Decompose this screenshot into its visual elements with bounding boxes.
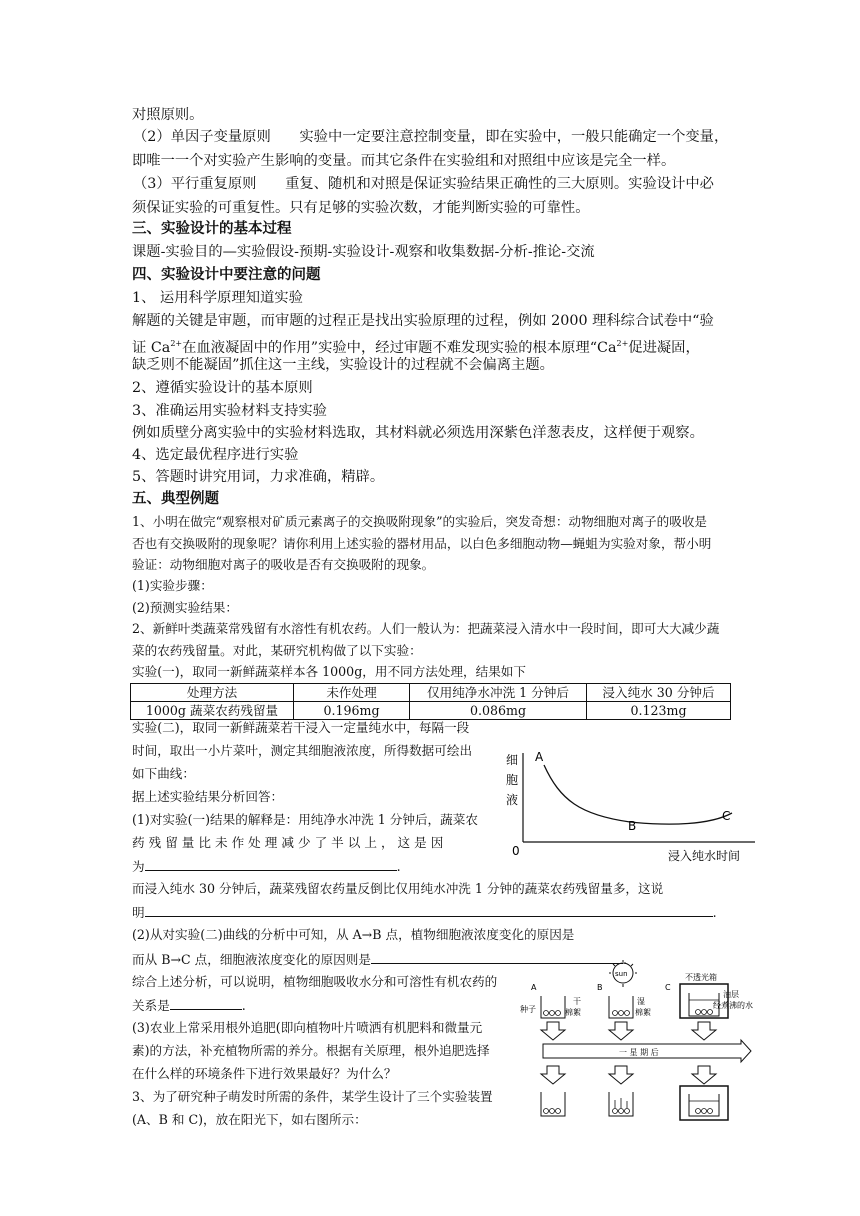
superscript: 2+	[616, 339, 629, 348]
text-line: (1)对实验(一)结果的解释是：用纯净水冲洗 1 分钟后，蔬菜农	[132, 812, 478, 827]
text-line: 5、答题时讲究用词，力求准确，精辟。	[132, 469, 385, 485]
text-span: .	[396, 859, 401, 874]
y-axis-label-char: 细	[506, 753, 519, 767]
concentration-curve-figure	[500, 745, 760, 865]
text-line: 综合上述分析，可以说明，植物细胞吸收水分和可溶性有机农药的	[132, 974, 498, 989]
table-row	[131, 702, 731, 720]
text-span: 在血液凝固中的作用”实验中，经过审题不难发现实验的根本原理“Ca	[182, 339, 617, 356]
text-line: 1、 运用科学原理知道实验	[132, 290, 303, 306]
wet-label: 湿	[637, 997, 645, 1006]
text-line: 实验(一)，取同一新鲜蔬菜样本各 1000g，用不同方法处理，结果如下	[132, 664, 526, 679]
sun-label: sun	[615, 970, 628, 978]
pesticide-table	[130, 683, 731, 720]
text-line: 如下曲线：	[132, 766, 195, 781]
text-line: (A、B 和 C)，放在阳光下，如右图所示：	[132, 1112, 367, 1127]
section-heading: 四、实验设计中要注意的问题	[132, 267, 321, 283]
table-header-cell: 处理方法	[131, 684, 294, 702]
label-b: B	[597, 983, 603, 992]
text-span: 而从 B→C 点，细胞液浓度变化的原因则是	[132, 952, 371, 967]
text-line	[132, 995, 246, 1016]
point-a-label: A	[535, 750, 544, 764]
text-line: (2)预测实验结果：	[132, 600, 238, 615]
table-cell: 0.196mg	[294, 702, 410, 720]
text-line: 对照原则。	[132, 107, 204, 123]
text-line: 菜的农药残留量。对此，某研究机构做了以下实验：	[132, 643, 422, 658]
text-line: 而浸入纯水 30 分钟后，蔬菜残留农药量反倒比仅用纯水冲洗 1 分钟的蔬菜农药残留量多，这说	[132, 881, 664, 896]
text-line: 在什么样的环境条件下进行效果最好？为什么？	[132, 1066, 397, 1081]
text-line	[132, 902, 717, 923]
table-header-cell: 浸入纯水 30 分钟后	[587, 684, 731, 702]
origin-label: 0	[512, 844, 520, 858]
text-line: 缺乏则不能凝固”抓住这一主线，实验设计的过程就不会偏离主题。	[132, 357, 554, 373]
text-line: 例如质壁分离实验中的实验材料选取，其材料就必须选用深紫色洋葱表皮，这样便于观察。	[132, 425, 704, 441]
text-line: （3）平行重复原则 重复、随机和对照是保证实验结果正确性的三大原则。实验设计中必	[133, 176, 714, 192]
table-cell: 0.086mg	[410, 702, 587, 720]
text-line: 解题的关键是审题，而审题的过程正是找出实验原理的过程，例如 2000 理科综合试卷中“验	[132, 313, 714, 329]
label-a: A	[531, 983, 537, 992]
text-span: 关系是	[132, 998, 170, 1013]
text-line: (2)从对实验(二)曲线的分析中可知，从 A→B 点，植物细胞液浓度变化的原因是	[132, 927, 575, 942]
text-line: 据上述实验结果分析回答：	[132, 789, 284, 804]
cotton-label: 棉絮	[635, 1008, 651, 1017]
text-span: 为	[132, 859, 145, 874]
text-span: 证 Ca	[132, 339, 171, 356]
section-heading: 三、实验设计的基本过程	[132, 221, 292, 237]
text-line: (3)农业上常采用根外追肥(即向植物叶片喷洒有机肥料和微量元	[132, 1020, 483, 1035]
oil-label: 油层	[723, 990, 739, 999]
text-line: 1、小明在做完“观察根对矿质元素离子的交换吸附现象”的实验后，突发奇想：动物细胞对离子的吸收是	[132, 514, 708, 529]
boiled-water-label: 经煮沸的水	[713, 1001, 753, 1010]
table-cell: 0.123mg	[587, 702, 731, 720]
text-line: 2、新鲜叶类蔬菜常残留有水溶性有机农药。人们一般认为：把蔬菜浸入清水中一段时间，即可大大减少蔬	[132, 621, 720, 636]
text-line: 药 残 留 量 比 未 作 处 理 减 少 了 半 以 上 ， 这 是 因	[132, 835, 444, 850]
text-line: 素)的方法，补充植物所需的养分。根据有关原理，根外追肥选择	[132, 1043, 490, 1058]
label-c: C	[665, 983, 671, 992]
x-axis-label: 浸入纯水时间	[668, 849, 741, 863]
text-line: 实验(二)，取同一新鲜蔬菜若干浸入一定量纯水中，每隔一段	[132, 720, 470, 735]
table-row	[131, 684, 731, 702]
text-line: (1)实验步骤：	[132, 578, 213, 593]
beaker-c-after	[689, 1094, 719, 1116]
y-axis-label-char: 胞	[506, 773, 519, 787]
text-span: .	[622, 952, 627, 967]
y-axis-label-char: 液	[506, 793, 519, 807]
text-line: 时间，取出一小片菜叶，测定其细胞液浓度，所得数据可绘出	[132, 743, 473, 758]
superscript: 2+	[170, 339, 183, 348]
text-line: 课题-实验目的—实验假设-预期-实验设计-观察和收集数据-分析-推论-交流	[132, 244, 595, 260]
dry-label: 干	[573, 997, 581, 1006]
answer-blank	[170, 995, 242, 1010]
table-header-cell: 未作处理	[294, 684, 410, 702]
box-label: 不透光箱	[685, 973, 717, 982]
text-line	[132, 856, 401, 877]
answer-blank	[145, 902, 713, 917]
text-line: 验证：动物细胞对离子的吸收是否有交换吸附的现象。	[132, 557, 435, 572]
table-header-cell: 仅用纯净水冲洗 1 分钟后	[410, 684, 587, 702]
concentration-curve	[544, 765, 732, 824]
text-line: 即唯一一个对实验产生影响的变量。而其它条件在实验组和对照组中应该是完全一样。	[132, 153, 676, 169]
text-line: 须保证实验的可重复性。只有足够的实验次数，才能判断实验的可靠性。	[132, 200, 590, 216]
text-line: 4、选定最优程序进行实验	[132, 447, 299, 463]
beaker-a-after	[541, 1092, 565, 1116]
answer-blank	[145, 856, 397, 871]
text-line: 否也有交换吸附的现象呢？请你利用上述实验的器材用品，以白色多细胞动物—蝇蛆为实验对象，帮小明	[132, 536, 712, 551]
beaker-b	[609, 996, 633, 1018]
text-line: 2、遵循实验设计的基本原则	[132, 380, 313, 396]
text-span: 明	[132, 905, 145, 920]
section-heading: 五、典型例题	[132, 491, 219, 507]
text-span: .	[241, 998, 246, 1013]
cotton-label: 棉絮	[565, 1008, 581, 1017]
seed-label: 种子	[520, 1005, 536, 1014]
seed-apparatus-figure	[515, 960, 755, 1125]
text-line: 3、准确运用实验材料支持实验	[132, 403, 327, 419]
table-cell: 1000g 蔬菜农药残留量	[131, 702, 294, 720]
text-span: 促进凝固，	[628, 339, 700, 356]
dark-box-after	[680, 1086, 728, 1120]
one-week-label: 一 星 期 后	[619, 1048, 659, 1057]
text-line: 3、为了研究种子萌发时所需的条件，某学生设计了三个实验装置	[132, 1089, 493, 1104]
text-line: （2）单因子变量原则 实验中一定要注意控制变量，即在实验中，一般只能确定一个变量，	[133, 129, 729, 145]
text-span: .	[712, 905, 717, 920]
point-c-label: C	[722, 809, 731, 823]
point-b-label: B	[628, 819, 637, 833]
